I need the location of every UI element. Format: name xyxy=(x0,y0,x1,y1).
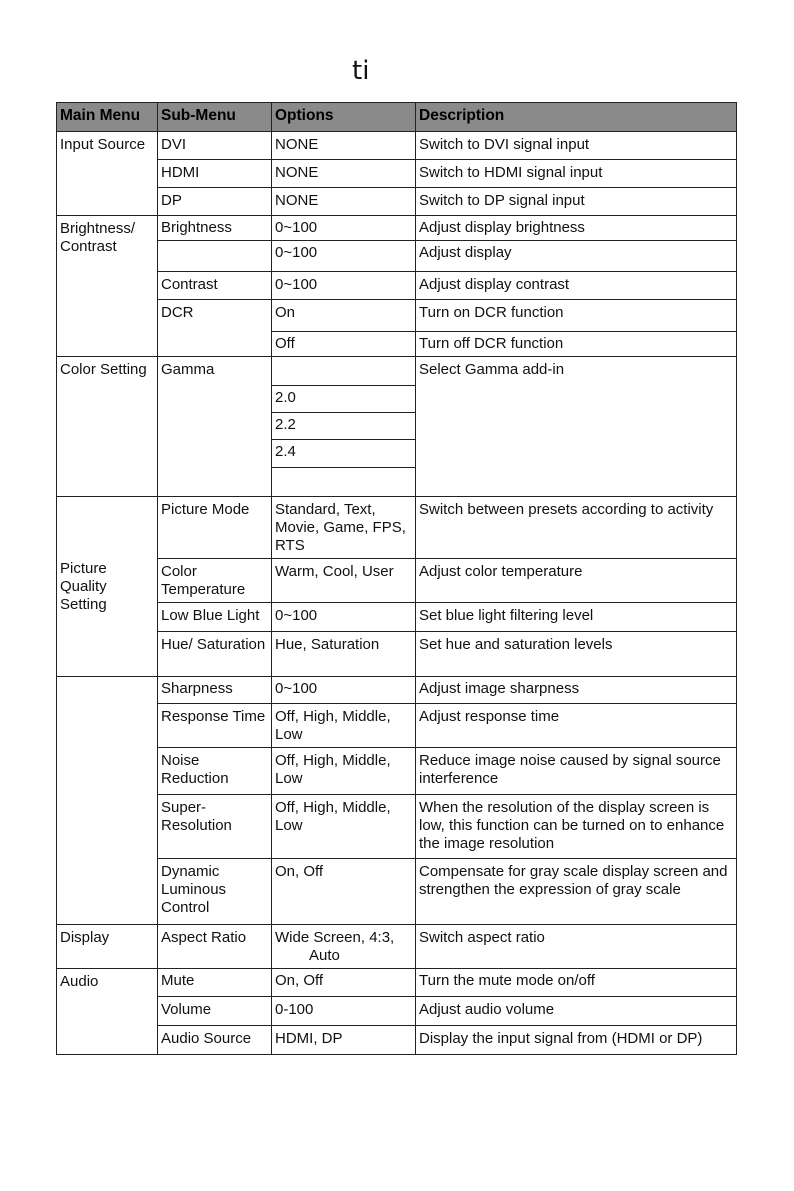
options-cell: On, Off xyxy=(272,859,416,925)
main-menu-picture-quality: Picture Quality Setting xyxy=(57,497,158,677)
options-cell: 0~100 xyxy=(272,603,416,632)
description-cell: Adjust display contrast xyxy=(416,272,737,300)
options-cell: HDMI, DP xyxy=(272,1026,416,1055)
sub-menu-cell: Response Time xyxy=(158,704,272,748)
description-cell: Turn off DCR function xyxy=(416,332,737,357)
sub-menu-cell: DCR xyxy=(158,300,272,357)
sub-menu-cell: Picture Mode xyxy=(158,497,272,559)
description-cell: Turn the mute mode on/off xyxy=(416,969,737,997)
main-menu-image-group xyxy=(57,677,158,925)
description-cell: Switch between presets according to activity xyxy=(416,497,737,559)
description-cell: Switch to DP signal input xyxy=(416,188,737,216)
table-row xyxy=(57,748,737,795)
sub-menu-cell: Aspect Ratio xyxy=(158,925,272,969)
main-menu-audio: Audio xyxy=(57,969,158,1055)
options-cell: Off, High, Middle, Low xyxy=(272,795,416,859)
description-cell: Reduce image noise caused by signal source interference xyxy=(416,748,737,795)
options-cell: NONE xyxy=(272,188,416,216)
table-row xyxy=(57,160,737,188)
sub-menu-cell: Dynamic Luminous Control xyxy=(158,859,272,925)
page-glyph: ti xyxy=(352,56,370,86)
main-menu-brightness-contrast: Brightness/ Contrast xyxy=(57,216,158,357)
options-cell: 0~100 xyxy=(272,272,416,300)
sub-menu-cell: Low Blue Light xyxy=(158,603,272,632)
gamma-option-2-0: 2.0 xyxy=(272,386,416,413)
options-cell xyxy=(272,925,416,969)
sub-menu-cell xyxy=(158,241,272,272)
options-cell xyxy=(272,468,416,497)
description-cell: Set hue and saturation levels xyxy=(416,632,737,677)
options-cell xyxy=(272,357,416,386)
description-cell: Adjust response time xyxy=(416,704,737,748)
gamma-option-2-4: 2.4 xyxy=(272,440,416,468)
table-row xyxy=(57,969,737,997)
table-row xyxy=(57,497,737,559)
table-row xyxy=(57,704,737,748)
description-cell: When the resolution of the display screen is low, this function can be turned on to enhance the image resolution xyxy=(416,795,737,859)
main-menu-input-source: Input Source xyxy=(57,132,158,216)
table-row xyxy=(57,925,737,969)
sub-menu-cell: Brightness xyxy=(158,216,272,241)
gamma-option-2-2: 2.2 xyxy=(272,413,416,440)
options-cell: Off xyxy=(272,332,416,357)
aspect-option-line-2: Auto xyxy=(309,947,340,964)
main-menu-display: Display xyxy=(57,925,158,969)
sub-menu-cell: Sharpness xyxy=(158,677,272,704)
description-cell: Adjust image sharpness xyxy=(416,677,737,704)
sub-menu-cell: Color Temperature xyxy=(158,559,272,603)
description-cell: Set blue light filtering level xyxy=(416,603,737,632)
header-main-menu: Main Menu xyxy=(57,103,158,132)
description-cell: Adjust display brightness xyxy=(416,216,737,241)
header-options: Options xyxy=(272,103,416,132)
options-cell: Hue, Saturation xyxy=(272,632,416,677)
table-row xyxy=(57,677,737,704)
options-cell: Off, High, Middle, Low xyxy=(272,748,416,795)
table-row xyxy=(57,603,737,632)
sub-menu-cell: Contrast xyxy=(158,272,272,300)
table-row xyxy=(57,132,737,160)
table-row xyxy=(57,357,737,386)
description-cell: Switch aspect ratio xyxy=(416,925,737,969)
description-cell: Switch to HDMI signal input xyxy=(416,160,737,188)
sub-menu-cell: DVI xyxy=(158,132,272,160)
options-cell: NONE xyxy=(272,160,416,188)
table-row xyxy=(57,272,737,300)
table-header-row xyxy=(57,103,737,132)
sub-menu-cell: Hue/ Saturation xyxy=(158,632,272,677)
header-description: Description xyxy=(416,103,737,132)
sub-menu-cell: Mute xyxy=(158,969,272,997)
description-cell: Adjust color temperature xyxy=(416,559,737,603)
options-cell: Standard, Text, Movie, Game, FPS, RTS xyxy=(272,497,416,559)
options-cell: 0~100 xyxy=(272,677,416,704)
table-row xyxy=(57,997,737,1026)
table-row xyxy=(57,1026,737,1055)
table-row xyxy=(57,795,737,859)
sub-menu-cell: HDMI xyxy=(158,160,272,188)
sub-menu-cell: Volume xyxy=(158,997,272,1026)
table-row xyxy=(57,188,737,216)
options-cell: 0~100 xyxy=(272,241,416,272)
table-row xyxy=(57,241,737,272)
description-cell: Switch to DVI signal input xyxy=(416,132,737,160)
sub-menu-cell: DP xyxy=(158,188,272,216)
options-cell: Warm, Cool, User xyxy=(272,559,416,603)
table-row xyxy=(57,559,737,603)
options-cell: Off, High, Middle, Low xyxy=(272,704,416,748)
main-menu-color-setting: Color Setting xyxy=(57,357,158,497)
description-cell: Compensate for gray scale display screen and strengthen the expression of gray scale xyxy=(416,859,737,925)
options-cell: On xyxy=(272,300,416,332)
description-cell: Adjust display xyxy=(416,241,737,272)
options-cell: 0~100 xyxy=(272,216,416,241)
table-row xyxy=(57,216,737,241)
osd-menu-table xyxy=(56,102,737,1055)
description-cell: Select Gamma add-in xyxy=(416,357,737,497)
description-cell: Display the input signal from (HDMI or DP) xyxy=(416,1026,737,1055)
table-row xyxy=(57,632,737,677)
table-row xyxy=(57,859,737,925)
aspect-option-line-1: Wide Screen, 4:3, xyxy=(275,929,395,946)
sub-menu-gamma: Gamma xyxy=(158,357,272,497)
sub-menu-cell: Noise Reduction xyxy=(158,748,272,795)
options-cell: NONE xyxy=(272,132,416,160)
description-cell: Turn on DCR function xyxy=(416,300,737,332)
table-row xyxy=(57,300,737,332)
sub-menu-cell: Super-Resolution xyxy=(158,795,272,859)
sub-menu-cell: Audio Source xyxy=(158,1026,272,1055)
options-cell: On, Off xyxy=(272,969,416,997)
description-cell: Adjust audio volume xyxy=(416,997,737,1026)
options-cell: 0-100 xyxy=(272,997,416,1026)
header-sub-menu: Sub-Menu xyxy=(158,103,272,132)
